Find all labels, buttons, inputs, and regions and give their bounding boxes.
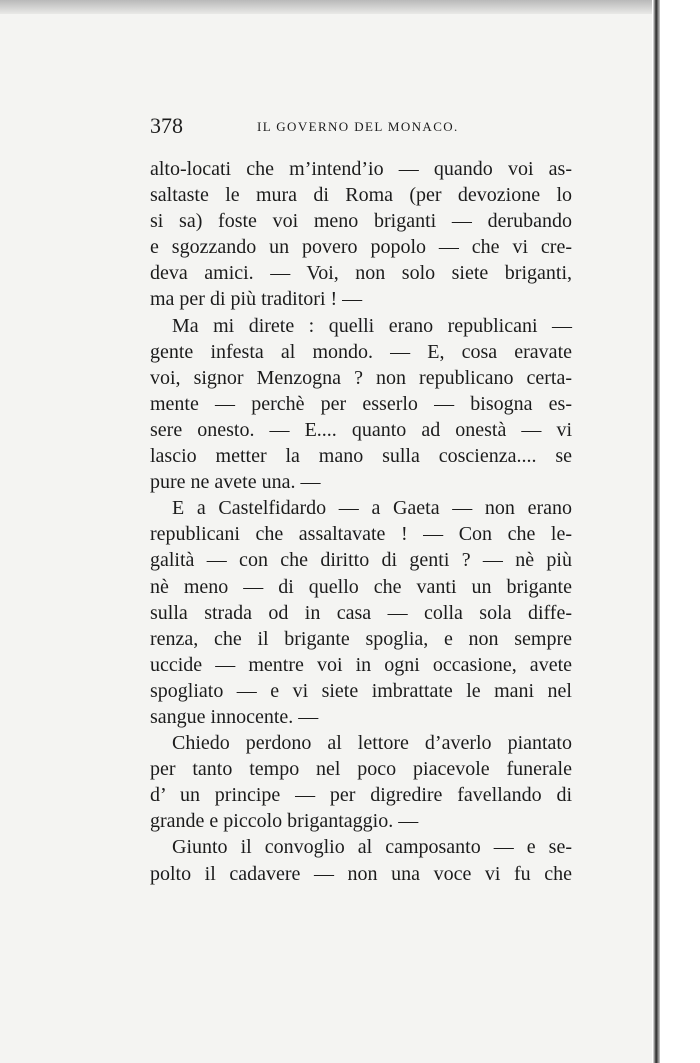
text-line: E a Castelfidardo — a Gaeta — non erano	[172, 497, 572, 520]
body-text	[150, 156, 572, 887]
page-binding-edge	[653, 0, 660, 1063]
text-line: si sa) foste voi meno briganti — derubando	[150, 210, 572, 233]
text-line: voi, signor Menzogna ? non republicano certa-	[150, 366, 572, 389]
text-line: sulla strada od in casa — colla sola diffe-	[150, 601, 572, 624]
text-line: spogliato — e vi siete imbrattate le mani nel	[150, 679, 572, 702]
text-line: e sgozzando un povero popolo — che vi cre-	[150, 236, 572, 259]
page-top-shadow	[0, 0, 655, 14]
text-line: sangue innocente. —	[150, 705, 319, 728]
page-number: 378	[150, 113, 183, 138]
text-line: galità — con che diritto di genti ? — nè più	[150, 549, 572, 572]
text-line: polto il cadavere — non una voce vi fu che	[150, 862, 572, 885]
text-line: grande e piccolo brigantaggio. —	[150, 810, 419, 833]
text-line: saltaste le mura di Roma (per devozione lo	[150, 184, 572, 207]
text-line: d’ un principe — per digredire favellando di	[150, 784, 572, 807]
text-line: mente — perchè per esserlo — bisogna es-	[150, 392, 572, 415]
running-head	[150, 113, 580, 143]
text-line: lascio metter la mano sulla coscienza.... se	[150, 445, 572, 468]
text-line: deva amici. — Voi, non solo siete briganti,	[150, 262, 572, 285]
text-line: per tanto tempo nel poco piacevole funerale	[150, 758, 572, 781]
text-line: ma per di più traditori ! —	[150, 288, 363, 311]
text-line: alto-locati che m’intend’io — quando voi as-	[150, 158, 572, 180]
text-line: renza, che il brigante spoglia, e non sempre	[150, 627, 572, 650]
text-line: pure ne avete una. —	[150, 471, 321, 494]
text-line: Giunto il convoglio al camposanto — e se-	[172, 836, 572, 859]
text-line: uccide — mentre voi in ogni occasione, avete	[150, 653, 572, 676]
text-line: Chiedo perdono al lettore d’averlo piantato	[172, 732, 572, 755]
running-title: IL GOVERNO DEL MONACO.	[257, 119, 459, 134]
text-line: republicani che assaltavate ! — Con che le-	[150, 523, 572, 546]
text-line: gente infesta al mondo. — E, cosa eravate	[150, 340, 572, 363]
text-line: nè meno — di quello che vanti un brigante	[150, 575, 572, 598]
text-line: sere onesto. — E.... quanto ad onestà — vi	[150, 418, 572, 441]
text-line: Ma mi direte : quelli erano republicani —	[172, 314, 572, 337]
